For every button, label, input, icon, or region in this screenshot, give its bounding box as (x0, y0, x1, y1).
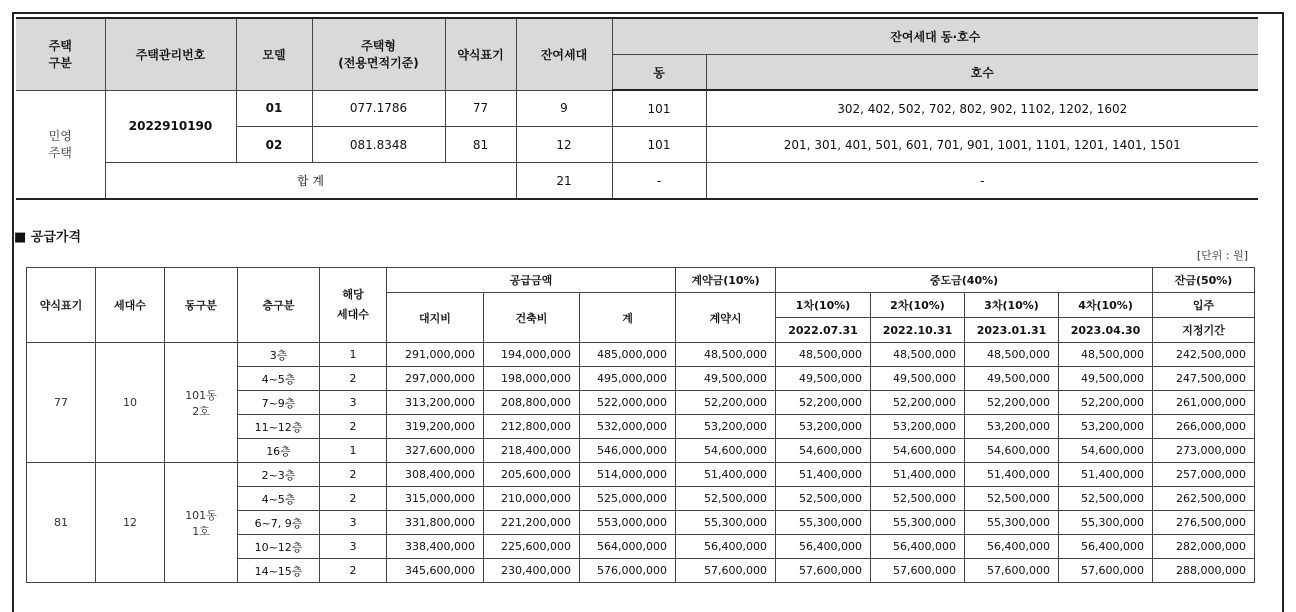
land-cost-cell: 327,600,000 (387, 439, 484, 463)
deposit-cell: 55,300,000 (676, 511, 776, 535)
land-cost-cell: 291,000,000 (387, 343, 484, 367)
balance-cell: 262,500,000 (1153, 487, 1255, 511)
interim-3-cell: 49,500,000 (965, 367, 1059, 391)
header-management-number: 주택관리번호 (105, 18, 236, 90)
deposit-cell: 48,500,000 (676, 343, 776, 367)
total-ho-cell: - (706, 163, 1258, 200)
header-date-2: 2022.10.31 (871, 318, 965, 343)
applicable-households-cell: 3 (320, 535, 387, 559)
building-cost-cell: 205,600,000 (484, 463, 580, 487)
interim-1-cell: 48,500,000 (776, 343, 871, 367)
remaining-cell: 12 (516, 127, 612, 163)
interim-2-cell: 52,200,000 (871, 391, 965, 415)
applicable-households-cell: 1 (320, 439, 387, 463)
applicable-households-cell: 1 (320, 343, 387, 367)
interim-3-cell: 53,200,000 (965, 415, 1059, 439)
header-land-cost: 대지비 (387, 293, 484, 343)
floor-cell: 16층 (238, 439, 320, 463)
header-deposit: 계약금(10%) (676, 268, 776, 293)
floor-cell: 10~12층 (238, 535, 320, 559)
interim-2-cell: 55,300,000 (871, 511, 965, 535)
interim-3-cell: 56,400,000 (965, 535, 1059, 559)
header-sum: 계 (580, 293, 676, 343)
supply-price-table (26, 267, 1255, 583)
sum-cell: 546,000,000 (580, 439, 676, 463)
management-number-cell: 2022910190 (105, 90, 236, 163)
land-cost-cell: 313,200,000 (387, 391, 484, 415)
applicable-households-cell: 2 (320, 463, 387, 487)
interim-1-cell: 49,500,000 (776, 367, 871, 391)
abbreviation-cell: 81 (445, 127, 516, 163)
interim-1-cell: 54,600,000 (776, 439, 871, 463)
interim-3-cell: 57,600,000 (965, 559, 1059, 583)
interim-1-cell: 51,400,000 (776, 463, 871, 487)
deposit-cell: 54,600,000 (676, 439, 776, 463)
deposit-cell: 57,600,000 (676, 559, 776, 583)
balance-cell: 247,500,000 (1153, 367, 1255, 391)
interim-2-cell: 52,500,000 (871, 487, 965, 511)
total-remaining-cell: 21 (516, 163, 612, 200)
balance-cell: 266,000,000 (1153, 415, 1255, 439)
header-interim-1: 1차(10%) (776, 293, 871, 318)
sum-cell: 525,000,000 (580, 487, 676, 511)
interim-4-cell: 52,500,000 (1059, 487, 1153, 511)
balance-cell: 288,000,000 (1153, 559, 1255, 583)
interim-3-cell: 52,500,000 (965, 487, 1059, 511)
households-cell: 10 (96, 343, 165, 463)
dong-cell: 101 (612, 90, 706, 127)
deposit-cell: 53,200,000 (676, 415, 776, 439)
header-housing-type: 주택형 (전용면적기준) (312, 18, 445, 90)
header-balance-period: 지정기간 (1153, 318, 1255, 343)
header-interim-4: 4차(10%) (1059, 293, 1153, 318)
header-date-4: 2023.04.30 (1059, 318, 1153, 343)
floor-cell: 4~5층 (238, 487, 320, 511)
applicable-households-cell: 3 (320, 511, 387, 535)
header-interim-2: 2차(10%) (871, 293, 965, 318)
remaining-cell: 9 (516, 90, 612, 127)
floor-cell: 11~12층 (238, 415, 320, 439)
housing-type-cell: 081.8348 (312, 127, 445, 163)
applicable-households-cell: 2 (320, 367, 387, 391)
floor-cell: 6~7, 9층 (238, 511, 320, 535)
land-cost-cell: 308,400,000 (387, 463, 484, 487)
ho-cell: 302, 402, 502, 702, 802, 902, 1102, 1202, 1602 (706, 90, 1258, 127)
header-abbreviation: 약식표기 (27, 268, 96, 343)
dong-unit-cell: 101동 2호 (165, 343, 238, 463)
interim-4-cell: 48,500,000 (1059, 343, 1153, 367)
interim-3-cell: 48,500,000 (965, 343, 1059, 367)
header-abbreviation: 약식표기 (445, 18, 516, 90)
header-dong-unit: 동구분 (165, 268, 238, 343)
sum-cell: 485,000,000 (580, 343, 676, 367)
balance-cell: 242,500,000 (1153, 343, 1255, 367)
interim-3-cell: 52,200,000 (965, 391, 1059, 415)
interim-4-cell: 53,200,000 (1059, 415, 1153, 439)
total-dong-cell: - (612, 163, 706, 200)
interim-4-cell: 51,400,000 (1059, 463, 1153, 487)
header-applicable-households: 해당 세대수 (320, 268, 387, 343)
abbreviation-cell: 77 (445, 90, 516, 127)
applicable-households-cell: 3 (320, 391, 387, 415)
model-cell: 01 (236, 90, 312, 127)
header-supply-amount: 공급금액 (387, 268, 676, 293)
land-cost-cell: 297,000,000 (387, 367, 484, 391)
interim-2-cell: 53,200,000 (871, 415, 965, 439)
abbreviation-cell: 77 (27, 343, 96, 463)
interim-4-cell: 52,200,000 (1059, 391, 1153, 415)
header-balance-move-in: 입주 (1153, 293, 1255, 318)
interim-3-cell: 55,300,000 (965, 511, 1059, 535)
building-cost-cell: 210,000,000 (484, 487, 580, 511)
sum-cell: 514,000,000 (580, 463, 676, 487)
balance-cell: 261,000,000 (1153, 391, 1255, 415)
total-label-cell: 합 계 (105, 163, 516, 200)
interim-4-cell: 49,500,000 (1059, 367, 1153, 391)
price-row (27, 463, 1255, 487)
deposit-cell: 52,500,000 (676, 487, 776, 511)
header-housing-category: 주택 구분 (16, 18, 105, 90)
floor-cell: 14~15층 (238, 559, 320, 583)
model-cell: 02 (236, 127, 312, 163)
interim-3-cell: 51,400,000 (965, 463, 1059, 487)
header-households: 세대수 (96, 268, 165, 343)
building-cost-cell: 221,200,000 (484, 511, 580, 535)
deposit-cell: 51,400,000 (676, 463, 776, 487)
header-floor: 층구분 (238, 268, 320, 343)
building-cost-cell: 225,600,000 (484, 535, 580, 559)
header-interim-payment: 중도금(40%) (776, 268, 1153, 293)
sum-cell: 522,000,000 (580, 391, 676, 415)
housing-category-cell: 민영 주택 (16, 90, 105, 199)
sum-cell: 553,000,000 (580, 511, 676, 535)
price-row (27, 343, 1255, 367)
dong-unit-cell: 101동 1호 (165, 463, 238, 583)
land-cost-cell: 319,200,000 (387, 415, 484, 439)
building-cost-cell: 208,800,000 (484, 391, 580, 415)
header-balance: 잔금(50%) (1153, 268, 1255, 293)
balance-cell: 257,000,000 (1153, 463, 1255, 487)
remaining-units-table (16, 17, 1258, 200)
section-title: ■ 공급가격 (14, 230, 82, 245)
interim-2-cell: 48,500,000 (871, 343, 965, 367)
building-cost-cell: 194,000,000 (484, 343, 580, 367)
land-cost-cell: 315,000,000 (387, 487, 484, 511)
abbreviation-cell: 81 (27, 463, 96, 583)
sum-cell: 532,000,000 (580, 415, 676, 439)
header-date-3: 2023.01.31 (965, 318, 1059, 343)
land-cost-cell: 345,600,000 (387, 559, 484, 583)
interim-1-cell: 55,300,000 (776, 511, 871, 535)
sum-cell: 495,000,000 (580, 367, 676, 391)
building-cost-cell: 212,800,000 (484, 415, 580, 439)
header-remaining-units: 잔여세대 동·호수 (612, 18, 1258, 55)
households-cell: 12 (96, 463, 165, 583)
sum-cell: 576,000,000 (580, 559, 676, 583)
interim-4-cell: 55,300,000 (1059, 511, 1153, 535)
floor-cell: 3층 (238, 343, 320, 367)
floor-cell: 4~5층 (238, 367, 320, 391)
floor-cell: 7~9층 (238, 391, 320, 415)
interim-2-cell: 54,600,000 (871, 439, 965, 463)
floor-cell: 2~3층 (238, 463, 320, 487)
interim-1-cell: 52,200,000 (776, 391, 871, 415)
interim-4-cell: 57,600,000 (1059, 559, 1153, 583)
applicable-households-cell: 2 (320, 415, 387, 439)
interim-2-cell: 51,400,000 (871, 463, 965, 487)
balance-cell: 282,000,000 (1153, 535, 1255, 559)
balance-cell: 276,500,000 (1153, 511, 1255, 535)
applicable-households-cell: 2 (320, 559, 387, 583)
interim-4-cell: 56,400,000 (1059, 535, 1153, 559)
header-interim-3: 3차(10%) (965, 293, 1059, 318)
header-building-cost: 건축비 (484, 293, 580, 343)
deposit-cell: 52,200,000 (676, 391, 776, 415)
ho-cell: 201, 301, 401, 501, 601, 701, 901, 1001, 1101, 1201, 1401, 1501 (706, 127, 1258, 163)
header-remaining-households: 잔여세대 (516, 18, 612, 90)
interim-1-cell: 56,400,000 (776, 535, 871, 559)
building-cost-cell: 198,000,000 (484, 367, 580, 391)
land-cost-cell: 338,400,000 (387, 535, 484, 559)
housing-type-cell: 077.1786 (312, 90, 445, 127)
land-cost-cell: 331,800,000 (387, 511, 484, 535)
applicable-households-cell: 2 (320, 487, 387, 511)
building-cost-cell: 230,400,000 (484, 559, 580, 583)
interim-3-cell: 54,600,000 (965, 439, 1059, 463)
building-cost-cell: 218,400,000 (484, 439, 580, 463)
interim-1-cell: 52,500,000 (776, 487, 871, 511)
deposit-cell: 56,400,000 (676, 535, 776, 559)
header-date-1: 2022.07.31 (776, 318, 871, 343)
interim-2-cell: 49,500,000 (871, 367, 965, 391)
interim-1-cell: 53,200,000 (776, 415, 871, 439)
sum-cell: 564,000,000 (580, 535, 676, 559)
interim-1-cell: 57,600,000 (776, 559, 871, 583)
deposit-cell: 49,500,000 (676, 367, 776, 391)
unit-note: [단위 : 원] (1196, 249, 1248, 262)
balance-cell: 273,000,000 (1153, 439, 1255, 463)
interim-2-cell: 56,400,000 (871, 535, 965, 559)
dong-cell: 101 (612, 127, 706, 163)
header-ho: 호수 (706, 55, 1258, 91)
header-deposit-timing: 계약시 (676, 293, 776, 343)
header-dong: 동 (612, 55, 706, 91)
interim-2-cell: 57,600,000 (871, 559, 965, 583)
header-model: 모델 (236, 18, 312, 90)
interim-4-cell: 54,600,000 (1059, 439, 1153, 463)
